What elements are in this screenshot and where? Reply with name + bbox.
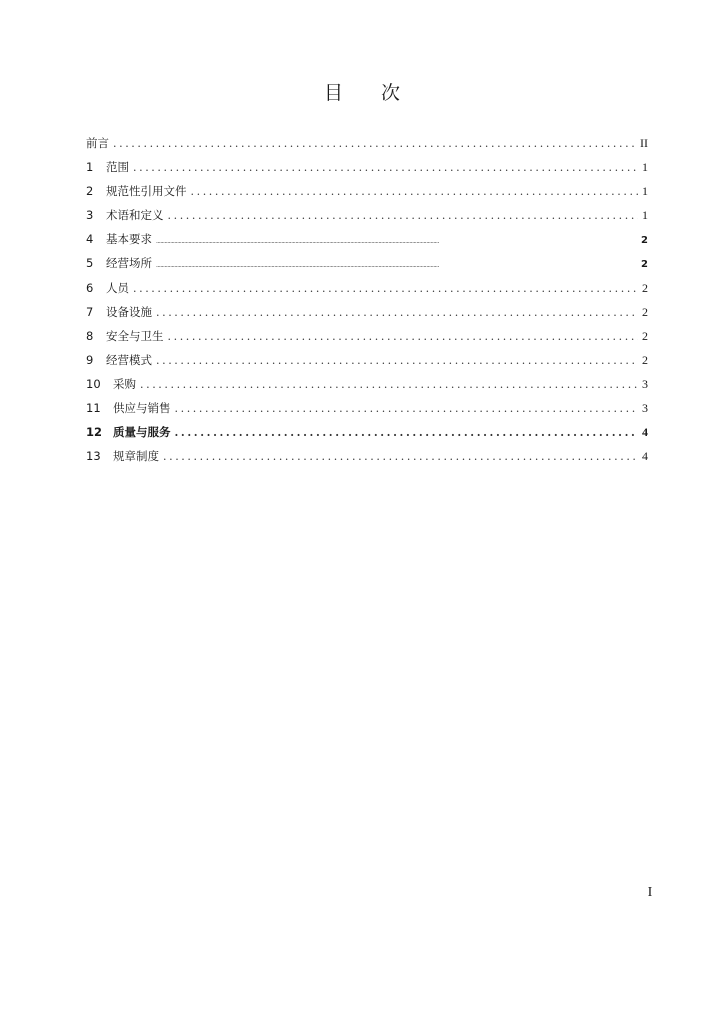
toc-entry-leader-dots [191, 185, 639, 198]
toc-entry-number: 12 [86, 425, 103, 440]
toc-entry-leader-dots [163, 450, 638, 463]
toc-entry-page-number: 1 [642, 160, 648, 175]
toc-entry-page-number: 2 [642, 352, 648, 367]
toc-entry-number: 10 [86, 376, 101, 391]
toc-entry-leader-dots [140, 378, 638, 391]
toc-entry-label: 前言 [86, 136, 109, 150]
toc-entry-number: 13 [86, 449, 101, 464]
toc-entry-leader-dots [168, 330, 639, 343]
page-title-char-1: 目 [323, 82, 343, 104]
toc-entry-number: 7 [86, 304, 94, 319]
toc-entry-number: 2 [86, 184, 94, 199]
toc-entry-page-number: 3 [642, 401, 648, 416]
toc-entry[interactable] [86, 352, 648, 376]
toc-entry-number: 5 [86, 256, 94, 271]
toc-entry-label: 供应与销售 [113, 401, 171, 416]
toc-entry[interactable] [86, 255, 648, 279]
toc-entry[interactable] [86, 183, 648, 207]
toc-entry-page-number: 2 [641, 259, 648, 271]
toc-entry-label: 经营模式 [106, 352, 152, 367]
toc-entry-label: 范围 [106, 160, 129, 175]
toc-entry[interactable] [86, 328, 648, 352]
toc-entry-label: 安全与卫生 [106, 328, 164, 343]
toc-entry-label: 基本要求 [106, 232, 152, 247]
toc-entry-leader-dots [156, 306, 638, 319]
page-title [0, 78, 724, 105]
toc-entry-label: 术语和定义 [106, 208, 164, 223]
toc-entry-page-number: 4 [642, 425, 648, 440]
toc-entry-leader-dots [133, 161, 638, 174]
toc-entry-page-number: 2 [641, 235, 648, 247]
toc-entry-leader-dots [156, 354, 638, 367]
toc-entry-label: 质量与服务 [113, 425, 171, 440]
toc-entry-page-number: 1 [642, 184, 648, 199]
page-number: I [647, 885, 653, 900]
toc-entry-leader-dots [175, 426, 639, 439]
toc-entry[interactable] [86, 448, 648, 472]
toc-entry[interactable] [86, 135, 648, 159]
toc-entry-label: 规章制度 [113, 449, 159, 464]
toc-entry-label: 规范性引用文件 [106, 184, 187, 199]
toc-entry[interactable] [86, 376, 648, 400]
table-of-contents [86, 135, 648, 472]
toc-entry-label: 经营场所 [106, 256, 152, 271]
toc-entry-number: 6 [86, 280, 94, 295]
toc-entry-leader-dots [175, 402, 639, 415]
toc-entry-leader-dots [168, 209, 639, 222]
toc-entry-number: 9 [86, 352, 94, 367]
toc-entry[interactable] [86, 280, 648, 304]
toc-entry-leader-dots [133, 282, 638, 295]
toc-entry-page-number: 4 [642, 449, 648, 464]
toc-entry-leader-dots [156, 262, 637, 269]
toc-entry-number: 4 [86, 232, 94, 247]
toc-entry-leader-dots [113, 137, 636, 150]
toc-entry-label: 人员 [106, 280, 129, 295]
toc-entry-page-number: 2 [642, 328, 648, 343]
toc-entry-page-number: 2 [642, 280, 648, 295]
toc-entry[interactable] [86, 159, 648, 183]
toc-entry-leader-dots [156, 238, 637, 245]
toc-entry-number: 8 [86, 328, 94, 343]
toc-entry-page-number: II [640, 136, 648, 150]
toc-entry-page-number: 3 [642, 376, 648, 391]
toc-entry[interactable] [86, 400, 648, 424]
toc-entry-page-number: 2 [642, 304, 648, 319]
toc-entry-number: 11 [86, 401, 101, 416]
toc-entry[interactable] [86, 207, 648, 231]
toc-entry[interactable] [86, 424, 648, 448]
toc-entry[interactable] [86, 304, 648, 328]
page-title-char-2: 次 [381, 82, 401, 104]
toc-entry-label: 设备设施 [106, 304, 152, 319]
toc-entry-number: 3 [86, 208, 94, 223]
toc-entry-label: 采购 [113, 376, 136, 391]
toc-entry-page-number: 1 [642, 208, 648, 223]
toc-entry-number: 1 [86, 160, 94, 175]
toc-entry[interactable] [86, 231, 648, 255]
